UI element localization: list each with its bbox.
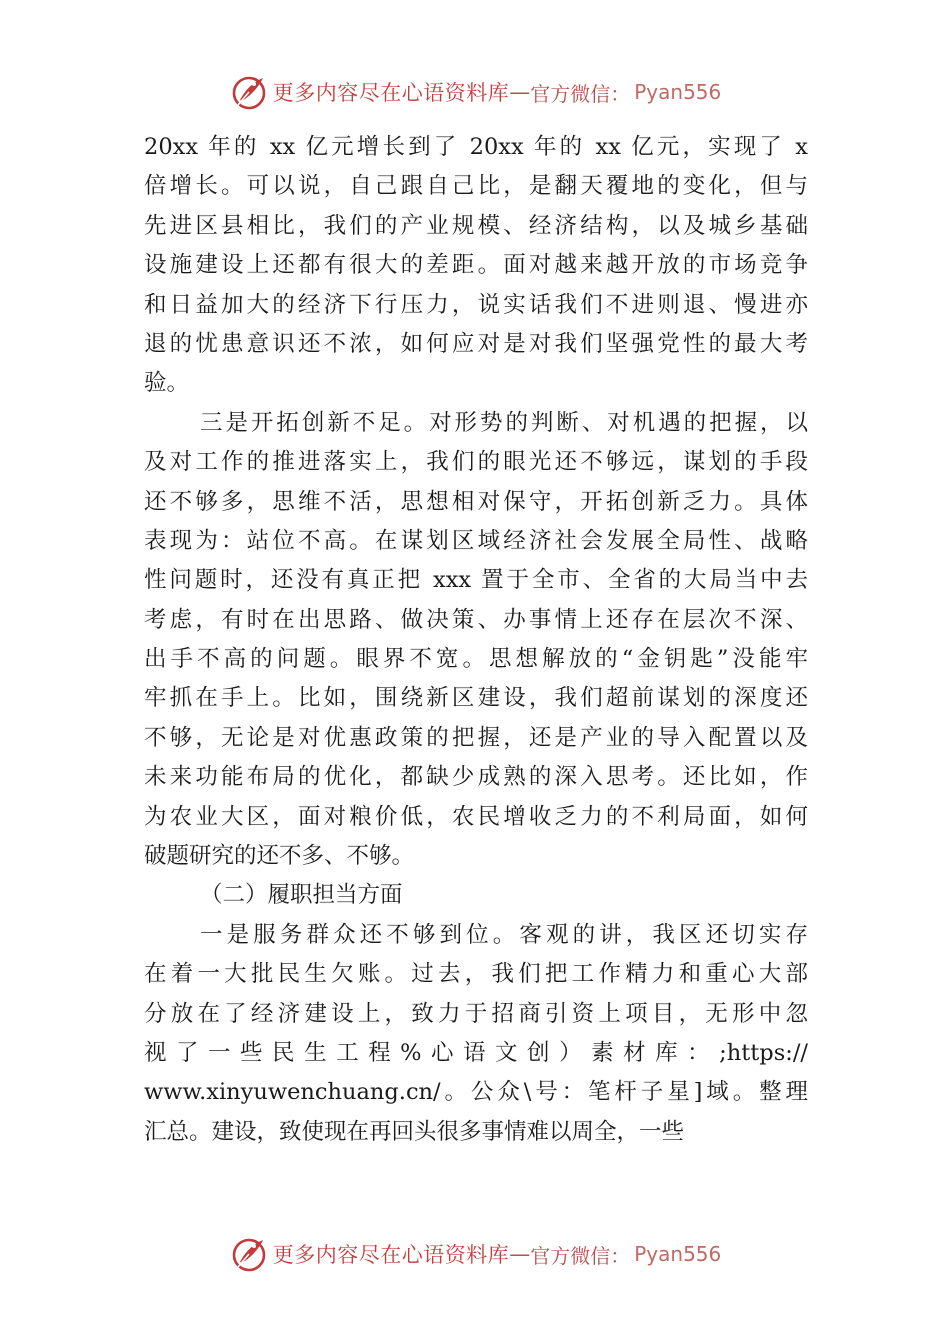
banner-main-text: 更多内容尽在心语资料库: [272, 1243, 510, 1267]
footer-watermark-banner: [0, 1232, 950, 1276]
text-line: 20xx 年的 xx 亿元增长到了 20xx 年的 xx 亿元，实现了 x: [144, 134, 808, 160]
banner-wechat-id: Pyan556: [634, 80, 722, 104]
banner-separator: —: [509, 80, 531, 104]
text-line: 牢抓在手上。比如，围绕新区建设，我们超前谋划的深度还: [144, 685, 808, 712]
text-line: 考虑，有时在出思路、做决策、办事情上还存在层次不深、: [144, 606, 808, 633]
banner-wechat-id: Pyan556: [634, 1242, 722, 1266]
banner-main-text: 更多内容尽在心语资料库: [272, 81, 510, 105]
text-line: 汇总。建设，致使现在再回头很多事情难以周全，一些: [144, 1118, 685, 1145]
text-line: 在着一大批民生欠账。过去，我们把工作精力和重心大部: [144, 961, 808, 988]
text-line: 三是开拓创新不足。对形势的判断、对机遇的把握，以: [200, 409, 808, 436]
text-line: 倍增长。可以说，自己跟自己比，是翻天覆地的变化，但与: [144, 173, 808, 200]
text-line: 分放在了经济建设上，致力于招商引资上项目，无形中忽: [144, 1000, 808, 1027]
text-line: 先进区县相比，我们的产业规模、经济结构，以及城乡基础: [144, 212, 808, 239]
text-line: 破题研究的还不多、不够。: [144, 843, 415, 870]
banner-separator: —: [509, 1242, 531, 1266]
text-line: 一是服务群众还不够到位。客观的讲，我区还切实存: [200, 921, 808, 948]
text-line: 为农业大区，面对粮价低，农民增收乏力的不利局面，如何: [144, 803, 808, 830]
text-line: 和日益加大的经济下行压力，说实话我们不进则退、慢进亦: [144, 291, 808, 318]
text-line: 性问题时，还没有真正把 xxx 置于全市、全省的大局当中去: [144, 567, 808, 594]
text-line: 退的忧患意识还不浓，如何应对是对我们坚强党性的最大考: [144, 330, 808, 357]
header-watermark-banner: [0, 70, 950, 114]
text-line: 验。: [144, 370, 190, 397]
document-body: [144, 128, 808, 1152]
text-line: 不够，无论是对优惠政策的把握，还是产业的导入配置以及: [144, 724, 808, 751]
text-line: （二）履职担当方面: [200, 882, 403, 909]
text-line: www.xinyuwenchuang.cn/。公众\号：笔杆子星]域。整理: [144, 1079, 808, 1106]
banner-wechat-label: 官方微信：: [530, 81, 631, 106]
feather-logo-icon: [229, 72, 269, 112]
text-line: 还不够多，思维不活，思想相对保守，开拓创新乏力。具体: [144, 488, 808, 515]
text-line: 未来功能布局的优化，都缺少成熟的深入思考。还比如，作: [144, 764, 808, 791]
text-line: 表现为：站位不高。在谋划区域经济社会发展全局性、战略: [144, 527, 808, 554]
text-line: 视了一些民生工程%心语文创）素材库：;https://: [144, 1039, 808, 1066]
text-line: 设施建设上还都有很大的差距。面对越来越开放的市场竞争: [144, 252, 808, 279]
banner-wechat-label: 官方微信：: [530, 1243, 631, 1268]
text-line: 出手不高的问题。眼界不宽。思想解放的“金钥匙”没能牢: [144, 646, 808, 673]
text-line: 及对工作的推进落实上，我们的眼光还不够远，谋划的手段: [144, 449, 808, 476]
feather-logo-icon: [229, 1234, 269, 1274]
